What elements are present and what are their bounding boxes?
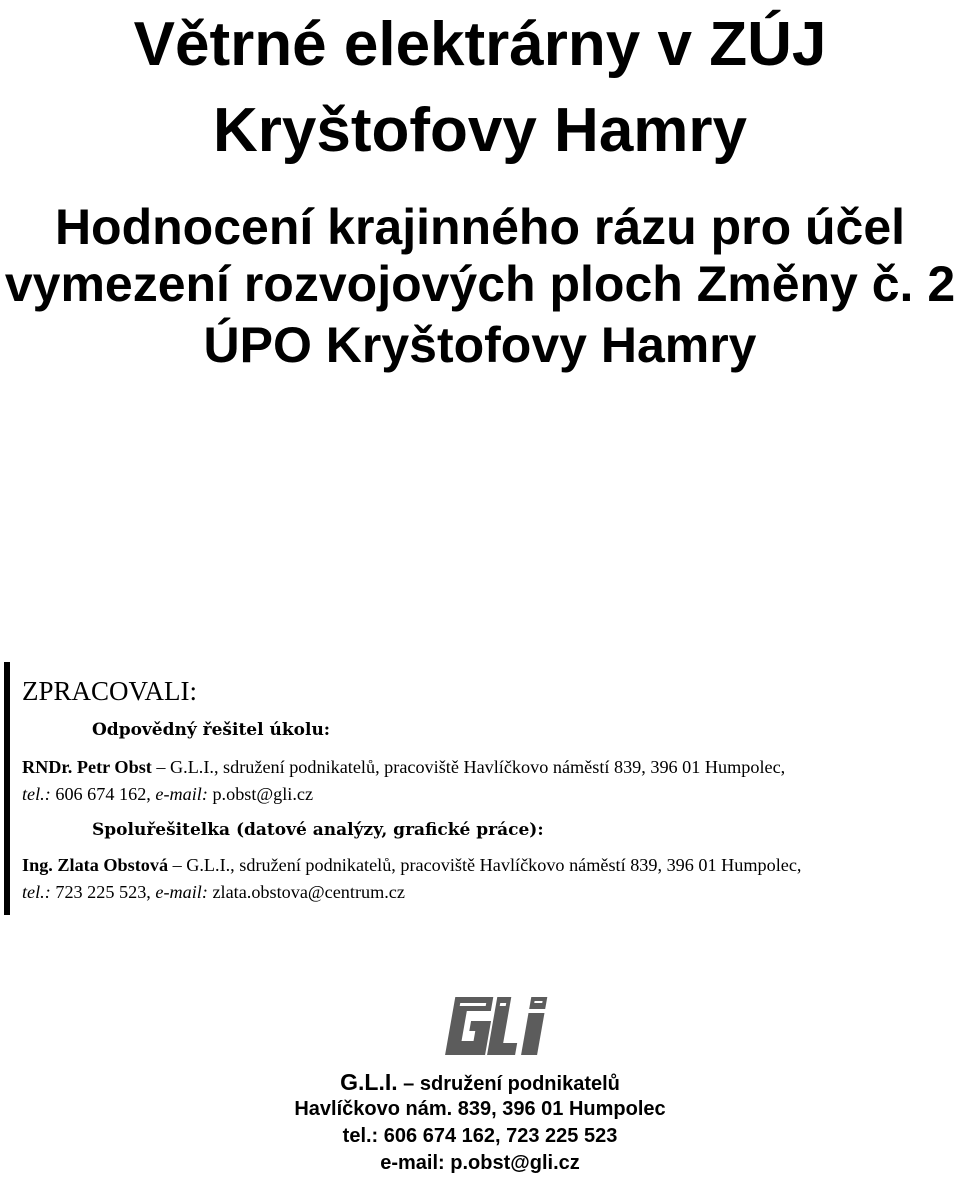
author-lead-email-label: e-mail: xyxy=(155,784,208,804)
author-lead-email: p.obst@gli.cz xyxy=(212,784,314,804)
author-co-line-2 xyxy=(22,883,405,901)
author-lead-line-2 xyxy=(22,785,313,803)
document-title-line-2: Kryštofovy Hamry xyxy=(212,96,748,165)
document-subtitle-line-2: vymezení rozvojových ploch Změny č. 2 xyxy=(4,256,956,312)
document-title-line-1: Větrné elektrárny v ZÚJ xyxy=(133,10,827,79)
document-subtitle-line-3: ÚPO Kryštofovy Hamry xyxy=(203,317,757,373)
org-phone: tel.: 606 674 162, 723 225 523 xyxy=(342,1125,618,1147)
author-lead-line-1 xyxy=(22,758,785,776)
org-name: sdružení podnikatelů xyxy=(419,1073,620,1095)
author-role-co: Spoluřešitelka (datové analýzy, grafické práce): xyxy=(92,820,544,840)
org-dash: – xyxy=(403,1073,415,1095)
gli-logo xyxy=(440,993,552,1059)
author-co-affiliation: G.L.I., sdružení podnikatelů, pracoviště Havlíčkovo náměstí 839, 396 01 Humpolec, xyxy=(186,855,802,875)
author-co-email-label: e-mail: xyxy=(155,882,208,902)
org-address: Havlíčkovo nám. 839, 396 01 Humpolec xyxy=(294,1098,666,1120)
author-co-name: Ing. Zlata Obstová xyxy=(22,855,169,875)
author-lead-dash: – xyxy=(156,757,166,777)
author-lead-tel-label: tel.: xyxy=(22,784,51,804)
author-co-email: zlata.obstova@centrum.cz xyxy=(212,882,405,902)
authors-side-rule xyxy=(4,662,10,915)
author-lead-tel: 606 674 162, xyxy=(55,784,151,804)
authors-heading: ZPRACOVALI: xyxy=(22,676,198,706)
org-name-line xyxy=(0,1071,960,1094)
author-lead-affiliation: G.L.I., sdružení podnikatelů, pracoviště Havlíčkovo náměstí 839, 396 01 Humpolec, xyxy=(170,757,786,777)
org-abbr: G.L.I. xyxy=(340,1069,398,1095)
document-subtitle-line-1: Hodnocení krajinného rázu pro účel xyxy=(54,199,906,255)
author-co-dash: – xyxy=(172,855,182,875)
author-co-line-1 xyxy=(22,856,801,874)
author-role-lead: Odpovědný řešitel úkolu: xyxy=(92,720,331,740)
org-email: e-mail: p.obst@gli.cz xyxy=(380,1152,580,1174)
author-co-tel: 723 225 523, xyxy=(55,882,151,902)
author-lead-name: RNDr. Petr Obst xyxy=(22,757,152,777)
author-co-tel-label: tel.: xyxy=(22,882,51,902)
